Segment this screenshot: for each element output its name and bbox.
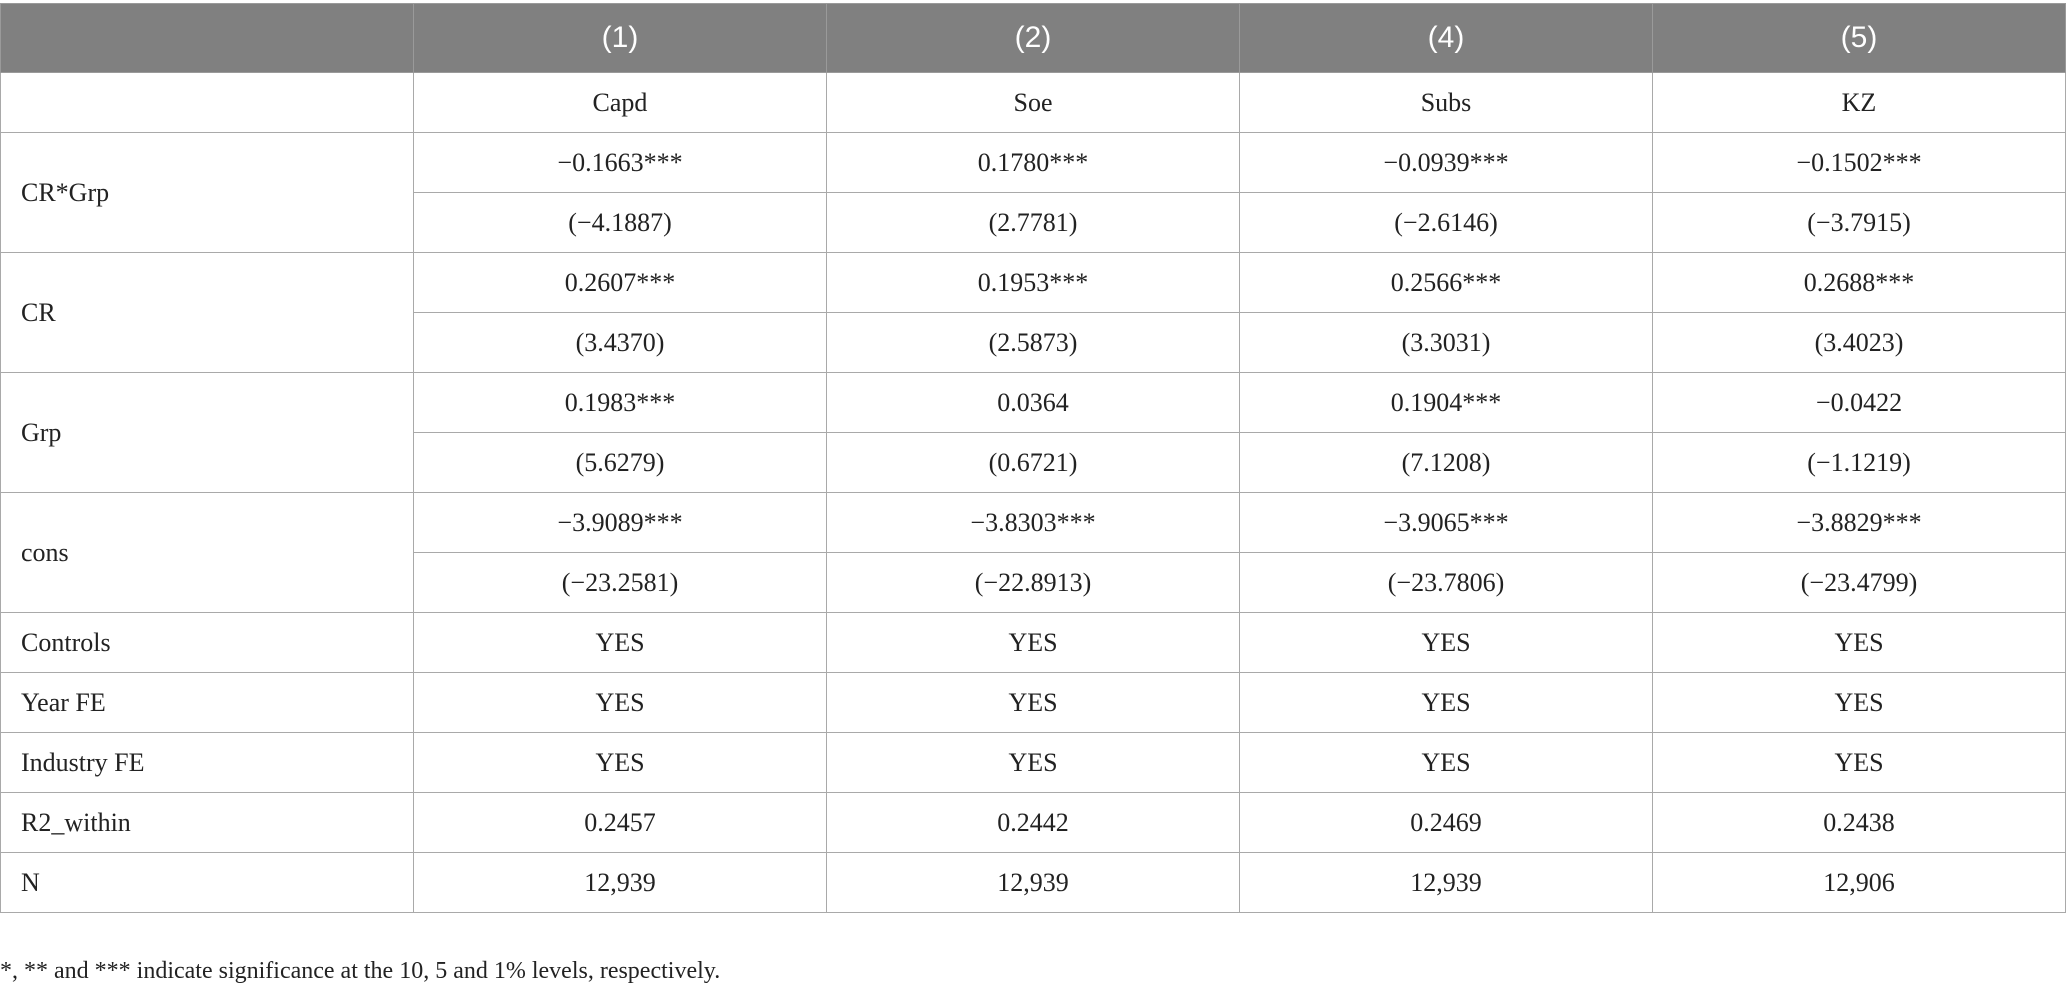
table-row-year-fe (1, 673, 2066, 733)
stat-cell: YES (1653, 673, 2066, 733)
tstat-cell: (−23.2581) (414, 553, 827, 613)
coef-cell: −0.0422 (1653, 373, 2066, 433)
row-label-cons: cons (1, 493, 414, 613)
stat-cell: YES (414, 673, 827, 733)
table-row-crgrp-coef (1, 133, 2066, 193)
tstat-cell: (5.6279) (414, 433, 827, 493)
coef-cell: 0.0364 (827, 373, 1240, 433)
stat-cell: YES (1240, 613, 1653, 673)
coef-cell: −0.1663*** (414, 133, 827, 193)
coef-cell: 0.2607*** (414, 253, 827, 313)
regression-table (0, 3, 2066, 913)
row-label-grp: Grp (1, 373, 414, 493)
stat-cell: 12,939 (1240, 853, 1653, 913)
tstat-cell: (2.7781) (827, 193, 1240, 253)
coef-cell: 0.1953*** (827, 253, 1240, 313)
coef-cell: −0.1502*** (1653, 133, 2066, 193)
subheader-cell-soe: Soe (827, 73, 1240, 133)
subheader-cell-subs: Subs (1240, 73, 1653, 133)
tstat-cell: (0.6721) (827, 433, 1240, 493)
coef-cell: 0.1904*** (1240, 373, 1653, 433)
header-cell-col1: (1) (414, 4, 827, 73)
coef-cell: −3.9089*** (414, 493, 827, 553)
row-label-r2-within: R2_within (1, 793, 414, 853)
stat-cell: YES (827, 673, 1240, 733)
stat-cell: 0.2442 (827, 793, 1240, 853)
table-row-controls (1, 613, 2066, 673)
stat-cell: 12,939 (414, 853, 827, 913)
subheader-cell-capd: Capd (414, 73, 827, 133)
row-label-controls: Controls (1, 613, 414, 673)
coef-cell: −3.8303*** (827, 493, 1240, 553)
stat-cell: YES (414, 613, 827, 673)
tstat-cell: (3.4023) (1653, 313, 2066, 373)
header-cell-blank (1, 4, 414, 73)
table-row-n (1, 853, 2066, 913)
tstat-cell: (7.1208) (1240, 433, 1653, 493)
stat-cell: 0.2438 (1653, 793, 2066, 853)
row-label-cr: CR (1, 253, 414, 373)
stat-cell: 12,939 (827, 853, 1240, 913)
coef-cell: 0.1780*** (827, 133, 1240, 193)
stat-cell: YES (1240, 733, 1653, 793)
stat-cell: YES (1653, 733, 2066, 793)
subheader-cell-blank (1, 73, 414, 133)
tstat-cell: (3.4370) (414, 313, 827, 373)
tstat-cell: (−23.4799) (1653, 553, 2066, 613)
stat-cell: YES (1653, 613, 2066, 673)
stat-cell: YES (414, 733, 827, 793)
tstat-cell: (−3.7915) (1653, 193, 2066, 253)
tstat-cell: (3.3031) (1240, 313, 1653, 373)
coef-cell: −3.8829*** (1653, 493, 2066, 553)
coef-cell: 0.2566*** (1240, 253, 1653, 313)
table-row-r2-within (1, 793, 2066, 853)
subheader-row (1, 73, 2066, 133)
row-label-crgrp: CR*Grp (1, 133, 414, 253)
table-footnote: *, ** and *** indicate significance at the 10, 5 and 1% levels, respectively. (0, 958, 721, 984)
tstat-cell: (2.5873) (827, 313, 1240, 373)
tstat-cell: (−1.1219) (1653, 433, 2066, 493)
row-label-year-fe: Year FE (1, 673, 414, 733)
tstat-cell: (−4.1887) (414, 193, 827, 253)
tstat-cell: (−2.6146) (1240, 193, 1653, 253)
stat-cell: YES (827, 733, 1240, 793)
stat-cell: YES (827, 613, 1240, 673)
table-row-cons-coef (1, 493, 2066, 553)
header-cell-col4: (4) (1240, 4, 1653, 73)
coef-cell: −3.9065*** (1240, 493, 1653, 553)
subheader-cell-kz: KZ (1653, 73, 2066, 133)
header-cell-col2: (2) (827, 4, 1240, 73)
header-row (1, 4, 2066, 73)
coef-cell: 0.1983*** (414, 373, 827, 433)
table-row-industry-fe (1, 733, 2066, 793)
coef-cell: −0.0939*** (1240, 133, 1653, 193)
stat-cell: 12,906 (1653, 853, 2066, 913)
table-row-grp-coef (1, 373, 2066, 433)
tstat-cell: (−22.8913) (827, 553, 1240, 613)
table-row-cr-coef (1, 253, 2066, 313)
coef-cell: 0.2688*** (1653, 253, 2066, 313)
regression-table-container (0, 3, 2067, 913)
stat-cell: 0.2469 (1240, 793, 1653, 853)
header-cell-col5: (5) (1653, 4, 2066, 73)
row-label-industry-fe: Industry FE (1, 733, 414, 793)
stat-cell: YES (1240, 673, 1653, 733)
tstat-cell: (−23.7806) (1240, 553, 1653, 613)
row-label-n: N (1, 853, 414, 913)
stat-cell: 0.2457 (414, 793, 827, 853)
